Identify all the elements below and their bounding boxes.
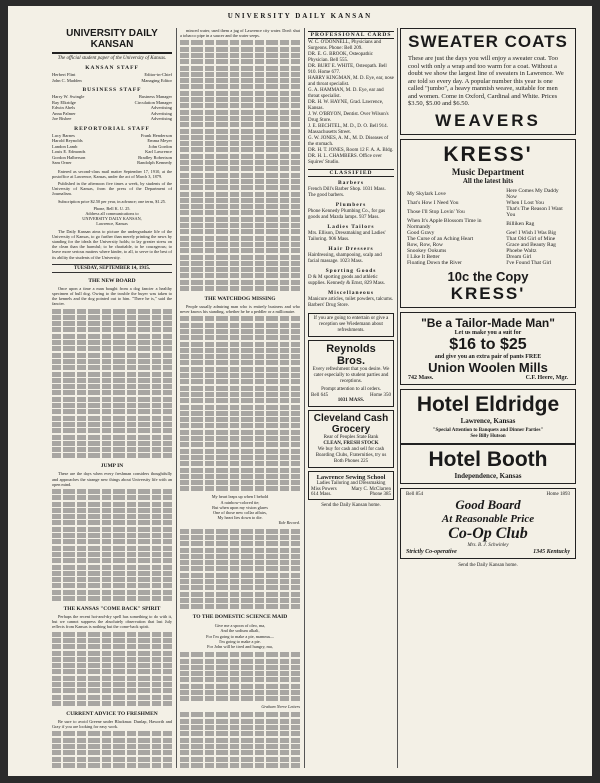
text-line	[180, 204, 300, 209]
text-line	[180, 659, 300, 664]
article-heading: THE WATCHDOG MISSING	[204, 295, 276, 302]
sewing-school-ad: Lawrence Sewing School Ladies Tailoring and Dressmaking Miss Powers Mary C. McClarren 614 Mass. Phone 385	[308, 471, 394, 500]
text-line	[52, 744, 172, 749]
text-line	[52, 334, 172, 339]
reportorial-staff-heading: REPORTORIAL STAFF	[74, 125, 150, 132]
text-line	[52, 763, 172, 768]
kress-music-ad: KRESS' Music Department All the latest hits My Skylark Love Here Comes My Daddy Now That's How I Need You When I Lost You Those I'll Stop Lovin' You That's The Reason I Want You When It's Apple Blossom Time in Normandy Billiken Rag Good Gravy Gee! I Wish I Was Big The Curse of an Aching Heart That Old Girl of Mine Row, Row, Row Grace and Beauty Rag Snookey Ookums Phoebe Waltz I Like It Better Dream Girl Floating Down the River I've Found That Girl 10c the Copy KRESS'	[400, 139, 576, 308]
song-list: My Skylark Love Here Comes My Daddy Now That's How I Need You When I Lost You Those I'll Stop Lovin' You That's The Reason I Want You When It's Apple Blossom Time in Normandy Billiken Rag Good Gravy Gee! I Wish I Was Big The Curse of an Aching Heart That Old Girl of Mine Row, Row, Row Grace and Beauty Rag Snookey Ookums Phoebe Waltz I Like It Better Dream Girl Floating Down the River I've Found That Girl	[407, 187, 563, 266]
text-line	[180, 91, 300, 96]
text-line	[180, 236, 300, 241]
text-line	[52, 688, 172, 693]
text-line	[180, 696, 300, 701]
text-line	[180, 335, 300, 340]
text-line	[52, 731, 172, 736]
card: J. E. BECHTEL, M. D., D. O. Bell 914. Massachusetts Street.	[308, 124, 388, 135]
hotel-eldridge-ad: Hotel Eldridge Lawrence, Kansas "Special Attention to Banquets and Dinner Parties" See Billy Hutson	[400, 389, 576, 444]
text-line	[52, 321, 172, 326]
text-line	[52, 489, 172, 494]
text-line	[180, 405, 300, 410]
text-line	[52, 315, 172, 320]
news-column: minced water, used them a jug of Lawrence city water. Don't shut a tobacco pipe in a saucer and the water seeps. THE WATCHDOG MISSING People usually admiring man who is entirely business and who never knows his standing, whether he be a peddler or a millionaire. My heart leaps up when I behold A rainbow-colored tie; But when upon my vision glares One of those new collar affairs, My heart lies down to die. Yale Record. TO THE DOMESTIC SCIENCE MAID Give me a spoon of oleo, ma, And the sodium alkali, For I'm going to make a pie, mamma— I'm going to make a pie. For John will be tired and hungry, ma, Graham Nerve Letters	[180, 28, 300, 768]
text-line	[52, 346, 172, 351]
text-line	[52, 533, 172, 538]
card: DR. BURT E. WHITE, Osteopath. Bell 910. Home 677.	[308, 64, 387, 75]
text-line	[180, 684, 300, 689]
article-heading: TO THE DOMESTIC SCIENCE MAID	[192, 614, 288, 621]
hotel-booth-ad: Hotel Booth Independence, Kansas	[400, 444, 576, 484]
text-line	[180, 360, 300, 365]
text-line	[52, 571, 172, 576]
text-line	[180, 417, 300, 422]
text-line	[180, 47, 300, 52]
text-line	[52, 403, 172, 408]
card: J. W. O'BRYON, Dentist. Over Wilson's Drug Store.	[308, 112, 389, 123]
text-line	[52, 527, 172, 532]
text-line	[180, 210, 300, 215]
text-line	[180, 147, 300, 152]
text-line	[52, 669, 172, 674]
text-line	[52, 359, 172, 364]
text-line	[180, 560, 300, 565]
text-line	[180, 248, 300, 253]
text-line	[180, 122, 300, 127]
text-line	[180, 135, 300, 140]
text-line	[52, 596, 172, 601]
classified-column: PROFESSIONAL CARDS W. C. O'DONNELL, Physicians and Surgeons. Phone: Bell 209. DR. E. G. BROOK, Osteopathic Physician. Bell 555. DR. BURT E. WHITE, Osteopath. Bell 910. Home 677. HARRY KINGMAN, M. D. Eye, ear, nose and throat specialist. G. A. HAMMAN, M. D. Eye, ear and throat specialist. DR. H. W. HAYNE, Grad. Lawrence, Kansas. J. W. O'BRYON, Dentist. Over Wilson's Drug Store. J. E. BECHTEL, M. D., D. O. Bell 914. Massachusetts Street. G. W. JONES, A. M., M. D. Diseases of the stomach. DR. H. T. JONES, Room 12 F. A. A. Bldg. DR. H. L. CHAMBERS. Office over Squires' Studio. CLASSIFIED Barbers French Dill's Barber Shop. 1031 Mass. The good barbers. Plumbers Phone Kennedy Plumbing Co., for gas goods and Mazda lamps. 937 Mass. Ladies Tailors Mrs. Ellison, Dressmaking and Ladies' Tailoring. 906 Mass. Hair Dressers Hairdressing, shampooing, scalp and facial massage. 1023 Mass. Sporting Goods D & M sporting goods and athletic supplies. Kennedy & Ernst, 829 Mass. Miscellaneous Manicure articles, toilet powders, talcums. Barbers' Drug Store. If you are going to entertain or give a reception see Wiedemann about refreshments. Reynolds Bros. Every refreshment that you desire. We cater especially to student parties and receptions. Prompt attention to all orders. Bell 645 Home 350 1031 MASS. Cleveland Cash Grocery Rear of Peoples State Bank CLEAN, FRESH STOCK We buy for cash and sell for cash Boarding Clubs, Fraternities, try us Both Phones 225 Lawrence Sewing School Ladies Tailoring and Dressmaking Miss Powers Mary C. McClarren 614 Mass. Phone 385 Send the Daily Kansan home.	[308, 32, 394, 508]
column-rule	[176, 28, 177, 768]
text-line	[180, 97, 300, 102]
text-line	[180, 116, 300, 121]
text-line	[52, 757, 172, 762]
send-home-note: Send the Daily Kansan home.	[458, 562, 518, 568]
text-line	[180, 604, 300, 609]
text-line	[52, 558, 172, 563]
text-line	[180, 671, 300, 676]
text-line	[180, 579, 300, 584]
text-line	[52, 644, 172, 649]
article-body: Once upon a time a man bought from a dog fancier a healthy specimen of bull dog. Owing to the trouble the buyer was taken to the kennels and the dog pointed out to him. "There he is," said the fancier.	[52, 285, 172, 307]
text-line	[180, 367, 300, 372]
classified-heading: CLASSIFIED	[308, 169, 394, 177]
text-line	[52, 508, 172, 513]
text-line	[180, 474, 300, 479]
text-line	[180, 198, 300, 203]
text-line	[180, 286, 300, 291]
text-line	[180, 255, 300, 260]
editorial-staff: Herbert Flint Editor-in-Chief John C. Madden Managing Editor	[52, 72, 172, 83]
text-line	[52, 701, 172, 706]
advertising-column	[400, 28, 576, 768]
article-heading: THE KANSAS "COME BACK" SPIRIT	[63, 606, 161, 613]
masthead-notes: Entered as second-class mail matter September 17, 1910, at the postoffice at Lawrence, Kansas, under the act of March 3, 1879. Published in the afternoon five times a week, by students of the University of Kansas, from the press of the Department of Journalism. Subscription price $2.50 per year, in advance; one term, $1.25. Phone, Bell K. U. 25. Address all communications to UNIVERSITY DAILY KANSAN, Lawrence, Kansas The Daily Kansan aims to picture the undergraduate life of the University of Kansas, to go further than merely printing the news by standing for the ideals the University holds; to lay greater stress on the clean than the harmful; to be charitable, to be courageous; to leave more serious matters where kinder, to all, to serve to the best of its ability the students of the University.	[52, 168, 172, 260]
text-line	[180, 738, 300, 743]
card: G. A. HAMMAN, M. D. Eye, ear and throat specialist.	[308, 88, 384, 99]
text-line	[52, 663, 172, 668]
text-line	[52, 514, 172, 519]
business-staff: Harry W. Swingle Business Manager Ray Elkridge Circulation Manager Edwin Abels Advertising Anna Palmer Advertising Joe Bisbee Advertising	[52, 94, 172, 121]
text-line	[52, 638, 172, 643]
text-line	[52, 416, 172, 421]
text-line	[52, 502, 172, 507]
reynolds-ad: Reynolds Bros. Every refreshment that you desire. We cater especially to student parties and receptions. Prompt attention to all orders. Bell 645 Home 350 1031 MASS.	[308, 340, 394, 407]
running-head: UNIVERSITY DAILY KANSAN	[227, 12, 373, 20]
text-line	[180, 348, 300, 353]
poem: My heart leaps up when I behold A rainbow-colored tie; But when upon my vision glares One of those new collar affairs, My heart lies down to die. Yale Record.	[211, 494, 300, 526]
sweater-ad-body: These are just the days you will enjoy a sweater coat. Too cool with only a wrap and too warm for a coat. Without a doubt we show the largest line of sweaters in Lawrence. We are told so every day. A popular number this year is one called "jumbo", a heavy mannish weave, suitable for men and women. Come in Oxford, Cardinal and White. Prices $3.50, $5.00 and $6.50.	[408, 55, 564, 107]
text-line	[180, 373, 300, 378]
text-line	[180, 468, 300, 473]
text-line	[52, 378, 172, 383]
refreshment-notice: If you are going to entertain or give a reception see Wiedemann about refreshments.	[308, 313, 394, 337]
kress-price: 10c the Copy	[447, 268, 529, 284]
text-line	[180, 677, 300, 682]
text-line	[52, 539, 172, 544]
text-line	[180, 455, 300, 460]
article-body: Perhaps the recent hot-and-dry spell has something to do with it, but we cannot suppress the absolutely observation that last July reflects from Kansas is nothing but the come-back spirit.	[52, 614, 172, 630]
text-line	[180, 179, 300, 184]
card: G. W. JONES, A. M., M. D. Diseases of the stomach.	[308, 136, 389, 147]
text-line	[180, 166, 300, 171]
text-line	[180, 731, 300, 736]
text-line	[180, 529, 300, 534]
card: HARRY KINGMAN, M. D. Eye, ear, nose and throat specialist.	[308, 76, 394, 87]
text-line	[52, 695, 172, 700]
text-line	[52, 409, 172, 414]
text-line	[52, 651, 172, 656]
text-line	[52, 428, 172, 433]
text-line	[180, 719, 300, 724]
text-line	[180, 690, 300, 695]
article-body: People usually admiring man who is entirely business and who never knows his standing, whether he be a peddler or a millionaire.	[180, 303, 300, 315]
text-line	[180, 323, 300, 328]
text-line	[52, 397, 172, 402]
card: DR. E. G. BROOK, Osteopathic Physician. Bell 555.	[308, 52, 373, 63]
text-line	[52, 565, 172, 570]
text-line	[52, 590, 172, 595]
text-line	[52, 657, 172, 662]
send-home-note: Send the Daily Kansan home.	[321, 503, 381, 508]
text-line	[180, 379, 300, 384]
text-line	[180, 541, 300, 546]
text-line	[180, 486, 300, 491]
text-line	[180, 192, 300, 197]
kress-footer: KRESS'	[450, 283, 526, 303]
text-line	[180, 436, 300, 441]
masthead-subtitle: The official student paper of the University of Kansas.	[57, 56, 167, 61]
text-line	[180, 229, 300, 234]
text-line	[180, 59, 300, 64]
column-rule	[397, 28, 398, 768]
text-line	[180, 398, 300, 403]
sweater-ad-title: SWEATER COATS	[408, 32, 568, 51]
text-line	[52, 495, 172, 500]
text-line	[180, 744, 300, 749]
text-line	[180, 78, 300, 83]
text-line	[180, 480, 300, 485]
tailor-ad: "Be a Tailor-Made Man" Let us make you a suit for $16 to $25 and give you an extra pair of pants FREE Union Woolen Mills 742 Mass. C.F. Heere, Mgr.	[400, 312, 576, 385]
text-line	[180, 442, 300, 447]
article-body: These are the days when every freshman considers thoughtfully and approaches the strange new things about University life with an open mind.	[52, 471, 172, 487]
business-staff-heading: BUSINESS STAFF	[82, 87, 142, 93]
text-line	[52, 632, 172, 637]
text-line	[180, 535, 300, 540]
text-line	[180, 554, 300, 559]
text-line	[180, 750, 300, 755]
text-line	[52, 738, 172, 743]
sweater-coats-ad	[400, 28, 576, 135]
text-line	[52, 390, 172, 395]
text-line	[180, 273, 300, 278]
text-line	[180, 154, 300, 159]
card: W. C. O'DONNELL, Physicians and Surgeons. Phone: Bell 209.	[308, 40, 382, 51]
reportorial-staff: Lucy Barnes Frank Henderson Harold Reynolds Emma Meyer Landon Lamb John Gordon Louis E. Edmonds Karl Lawrence Gordon Halberson Bradley Robertson Sam Orner Randolph Kennedy	[52, 132, 172, 165]
text-line	[52, 676, 172, 681]
text-line	[180, 141, 300, 146]
text-line	[180, 103, 300, 108]
cleveland-grocery-ad: Cleveland Cash Grocery Rear of Peoples State Bank CLEAN, FRESH STOCK We buy for cash and sell for cash Boarding Clubs, Fraternities, try us Both Phones 225	[308, 410, 394, 468]
card: DR. H. L. CHAMBERS. Office over Squires' Studio.	[308, 154, 382, 165]
text-line	[180, 449, 300, 454]
text-line	[180, 585, 300, 590]
text-line	[180, 592, 300, 597]
text-line	[180, 66, 300, 71]
newspaper-page	[8, 6, 592, 776]
text-line	[52, 372, 172, 377]
text-line	[180, 329, 300, 334]
professional-cards-heading: PROFESSIONAL CARDS	[308, 31, 394, 39]
text-line	[180, 280, 300, 285]
editorial-column	[52, 28, 172, 768]
article-body: minced water, used them a jug of Lawrence city water. Don't shut a tobacco pipe in a saucer and the water seeps.	[180, 28, 300, 39]
text-line	[180, 712, 300, 717]
text-line	[180, 129, 300, 134]
text-line	[180, 392, 300, 397]
text-line	[180, 185, 300, 190]
text-line	[180, 665, 300, 670]
editorial-staff-heading: KANSAN STAFF	[85, 65, 139, 71]
text-line	[52, 353, 172, 358]
text-line	[180, 242, 300, 247]
text-line	[180, 223, 300, 228]
text-line	[180, 173, 300, 178]
text-line	[180, 386, 300, 391]
text-line	[180, 40, 300, 45]
text-line	[52, 552, 172, 557]
article-body: Be sure to avoid Greene under Blackmar. Dunlap, Haworth and Gray if you are looking for easy work.	[52, 718, 172, 730]
text-line	[180, 573, 300, 578]
poem: Give me a spoon of oleo, ma, And the sodium alkali, For I'm going to make a pie, mamma— I'm going to make a pie. For John will be tired and hungry, ma,	[206, 623, 274, 649]
text-line	[52, 441, 172, 446]
text-line	[52, 447, 172, 452]
text-line	[180, 548, 300, 553]
text-line	[180, 267, 300, 272]
card: DR. H. W. HAYNE, Grad. Lawrence, Kansas.	[308, 100, 384, 111]
text-line	[180, 430, 300, 435]
text-line	[52, 453, 172, 458]
text-line	[52, 365, 172, 370]
text-line	[180, 261, 300, 266]
column-rule	[304, 28, 305, 768]
text-line	[180, 316, 300, 321]
text-line	[180, 160, 300, 165]
weavers-brand: WEAVERS	[435, 110, 541, 130]
text-line	[52, 435, 172, 440]
article-heading: THE NEW BOARD	[88, 277, 136, 284]
text-line	[180, 652, 300, 657]
text-line	[52, 546, 172, 551]
text-line	[180, 411, 300, 416]
text-line	[180, 342, 300, 347]
text-line	[180, 110, 300, 115]
text-line	[180, 84, 300, 89]
text-line	[52, 750, 172, 755]
card: DR. H. T. JONES, Room 12 F. A. A. Bldg.	[308, 148, 394, 153]
text-line	[52, 520, 172, 525]
text-line	[52, 309, 172, 314]
text-line	[180, 598, 300, 603]
text-line	[52, 327, 172, 332]
text-line	[52, 583, 172, 588]
text-line	[180, 53, 300, 58]
dateline: TUESDAY, SEPTEMBER 14, 1915.	[52, 264, 172, 273]
kress-title: KRESS'	[443, 142, 533, 166]
text-line	[180, 354, 300, 359]
article-heading: CURRENT ADVICE TO FRESHMEN	[66, 710, 158, 717]
text-line	[52, 682, 172, 687]
text-line	[180, 763, 300, 768]
text-line	[180, 72, 300, 77]
text-line	[180, 461, 300, 466]
coop-club-ad: Bell 854 Home 1893 Good Board At Reasonable Price Co-Op Club Mrs. B. J. Schwinley Strictly Co-operative 1345 Kentucky	[400, 488, 576, 559]
text-line	[52, 340, 172, 345]
text-line	[52, 422, 172, 427]
text-line	[52, 577, 172, 582]
text-line	[180, 566, 300, 571]
text-line	[180, 757, 300, 762]
article-heading: JUMP IN	[100, 463, 124, 470]
text-line	[180, 217, 300, 222]
text-line	[180, 725, 300, 730]
text-line	[180, 423, 300, 428]
text-line	[52, 384, 172, 389]
masthead-title: UNIVERSITY DAILY KANSAN	[52, 28, 172, 54]
